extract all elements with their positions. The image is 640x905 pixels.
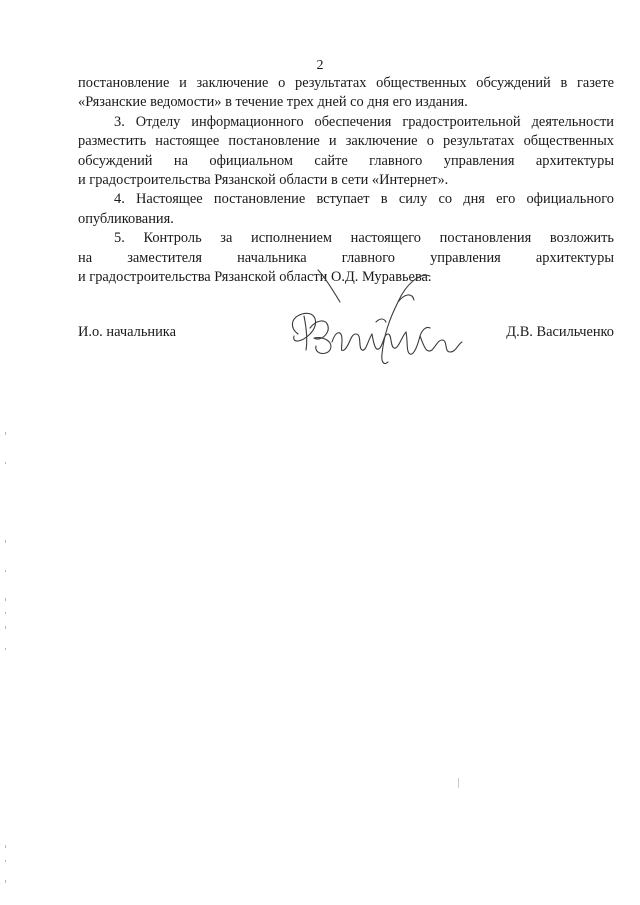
text-line: «Рязанские ведомости» в течение трех дней со дня его издания. bbox=[78, 94, 468, 111]
paragraph-continuation bbox=[78, 74, 614, 113]
paragraph-3 bbox=[78, 113, 614, 191]
text-line: 3. Отделу информационного обеспечения градостроительной деятельности bbox=[114, 113, 614, 130]
text-line: и градостроительства Рязанской области в сети «Интернет». bbox=[78, 172, 449, 189]
signatory-role: И.о. начальника bbox=[78, 324, 176, 340]
handwritten-signature bbox=[280, 262, 480, 382]
page-number: 2 bbox=[316, 58, 324, 73]
signatory-name: Д.В. Васильченко bbox=[506, 324, 614, 340]
text-line: разместить настоящее постановление и заключение о результатах общественных bbox=[78, 133, 614, 150]
scan-speck bbox=[458, 778, 459, 788]
paragraph-4 bbox=[78, 190, 614, 229]
document-body bbox=[78, 74, 614, 287]
text-line: опубликования. bbox=[78, 210, 174, 227]
text-line: и градостроительства Рязанской области О.Д. Муравьева. bbox=[78, 269, 432, 286]
text-line: на заместителя начальника главного управления архитектуры bbox=[78, 249, 614, 266]
text-line: постановление и заключение о результатах общественных обсуждений в газете bbox=[78, 75, 614, 91]
scan-edge-artifacts bbox=[0, 0, 10, 905]
text-line: обсуждений на официальном сайте главного управления архитектуры bbox=[78, 152, 614, 169]
text-line: 4. Настоящее постановление вступает в силу со дня его официального bbox=[114, 191, 614, 208]
text-line: 5. Контроль за исполнением настоящего постановления возложить bbox=[114, 230, 614, 247]
